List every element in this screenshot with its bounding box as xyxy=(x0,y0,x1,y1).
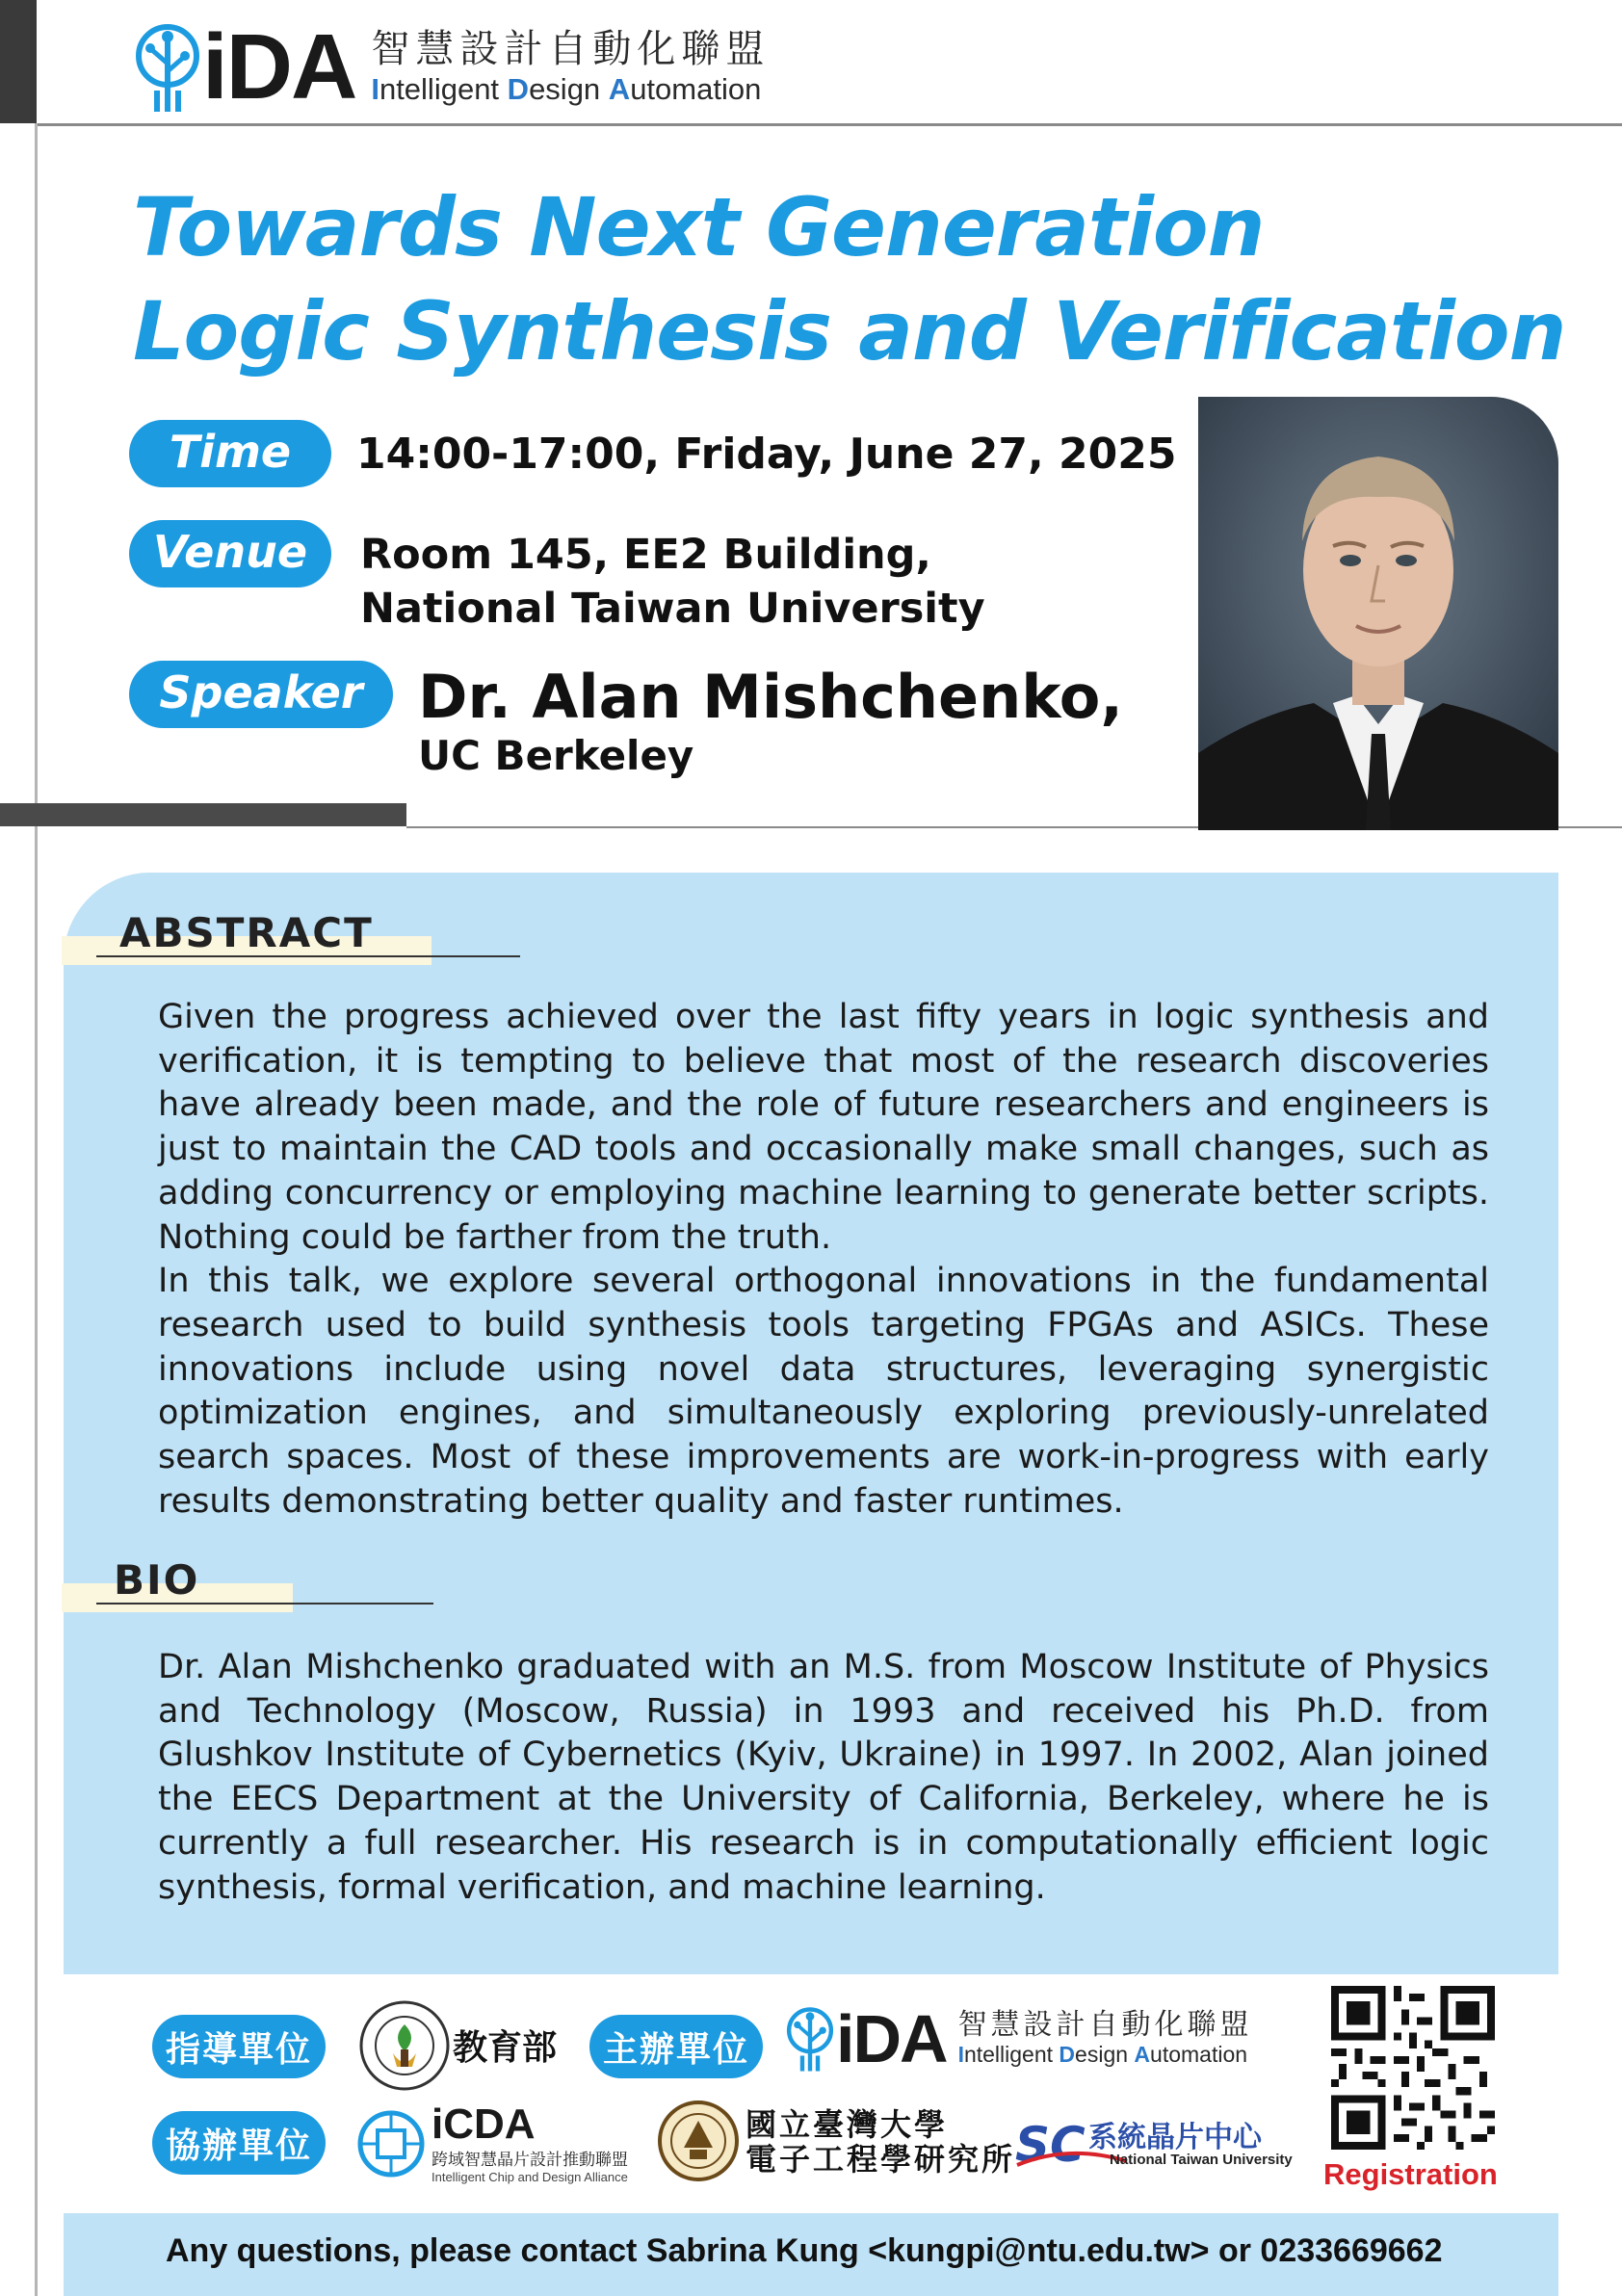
registration-label[interactable]: Registration xyxy=(1323,2157,1498,2191)
left-margin-line xyxy=(35,123,38,2296)
host-unit-chip: 主辦單位 xyxy=(589,2015,763,2078)
icda-name-zh: 跨域智慧晶片設計推動聯盟 xyxy=(432,2151,628,2170)
talk-title-line1: Towards Next Generation xyxy=(133,180,1265,274)
speaker-name: Dr. Alan Mishchenko, xyxy=(418,662,1123,732)
soc-center-logo xyxy=(1011,2105,1300,2179)
speaker-label-pill: Speaker xyxy=(129,661,393,728)
org-name-en: Intelligent Design Automation xyxy=(371,72,762,107)
time-value: 14:00-17:00, Friday, June 27, 2025 xyxy=(356,430,1177,479)
abstract-paragraph: Given the progress achieved over the last fifty years in logic synthesis and verification, it is tempting to believe that most of the research discoveries have already been made, and the role of future researchers and engineers is just to maintain the CAD tools and occasionally make small changes, such as adding concurrency or employing machine learning to generate better scripts. Nothing could be farther from the truth. xyxy=(158,998,1489,1257)
icda-name-en: Intelligent Chip and Design Alliance xyxy=(432,2170,628,2184)
section-divider-bar xyxy=(0,803,406,826)
bio-heading: BIO xyxy=(114,1556,200,1604)
venue-value: Room 145, EE2 Building, National Taiwan University xyxy=(360,531,985,633)
talk-title-line2: Logic Synthesis and Verification xyxy=(133,284,1566,378)
tree-circuit-icon xyxy=(786,2005,834,2073)
ida-logo xyxy=(135,15,771,118)
icda-wordmark: iCDA xyxy=(432,2100,536,2148)
org-name-en: Intelligent Design Automation xyxy=(957,2042,1248,2068)
moe-name: 教育部 xyxy=(453,2028,558,2068)
ntu-gieee: 國立臺灣大學 電子工程學研究所 xyxy=(746,2106,1016,2178)
icda-logo xyxy=(356,2100,628,2184)
chip-circuit-icon xyxy=(356,2109,426,2179)
ntu-seal-icon xyxy=(657,2100,740,2182)
guidance-unit-chip: 指導單位 xyxy=(152,2015,326,2078)
svg-text:SC: SC xyxy=(1015,2117,1086,2173)
soc-name-zh: 系統晶片中心 xyxy=(1088,2121,1262,2154)
speaker-photo xyxy=(1198,397,1558,830)
moe-seal-icon xyxy=(358,1999,451,2092)
tree-circuit-icon xyxy=(135,21,200,114)
bio-paragraph: Dr. Alan Mishchenko graduated with an M.S. from Moscow Institute of Physics and Technology (Moscow, Russia) in 1993 and received his Ph.D. from Glushkov Institute of Cybernetics (Kyiv, Ukraine) in 1997. In 2002, Alan joined the EECS Department at the University of California, Berkeley, where he is currently a full researcher. His research is in computationally efficient logic synthesis, formal verification, and machine learning. xyxy=(158,1648,1489,1907)
abstract-text xyxy=(158,996,1489,1524)
venue-label-pill: Venue xyxy=(129,520,331,587)
ida-wordmark: iDA xyxy=(202,15,356,118)
ida-wordmark: iDA xyxy=(836,2001,947,2076)
org-name-zh: 智慧設計自動化聯盟 xyxy=(371,27,771,72)
corner-bar xyxy=(0,0,37,123)
abstract-paragraph: In this talk, we explore several orthogonal innovations in the fundamental research used to build synthesis tools targeting FPGAs and ASICs. These innovations include using novel data structures, leveraging synergistic optimization engines, and simultaneously exploring previously-unrelated search spaces. Most of these improvements are work-in-progress with early results demonstrating better quality and faster runtimes. xyxy=(158,1262,1489,1521)
contact-line: Any questions, please contact Sabrina Kung <kungpi@ntu.edu.tw> or 0233669662 xyxy=(166,2232,1443,2269)
co-organizer-chip: 協辦單位 xyxy=(152,2111,326,2175)
abstract-heading: ABSTRACT xyxy=(119,909,374,956)
soc-name-en: National Taiwan University xyxy=(1110,2152,1293,2168)
time-label-pill: Time xyxy=(129,420,331,487)
talk-title xyxy=(133,175,1565,383)
ida-logo-small xyxy=(786,2001,1253,2076)
bio-text xyxy=(158,1646,1489,1910)
speaker-affiliation: UC Berkeley xyxy=(418,732,694,779)
header-divider xyxy=(37,123,1622,126)
org-name-zh: 智慧設計自動化聯盟 xyxy=(957,2007,1253,2042)
registration-qr-code[interactable] xyxy=(1331,1986,1495,2150)
